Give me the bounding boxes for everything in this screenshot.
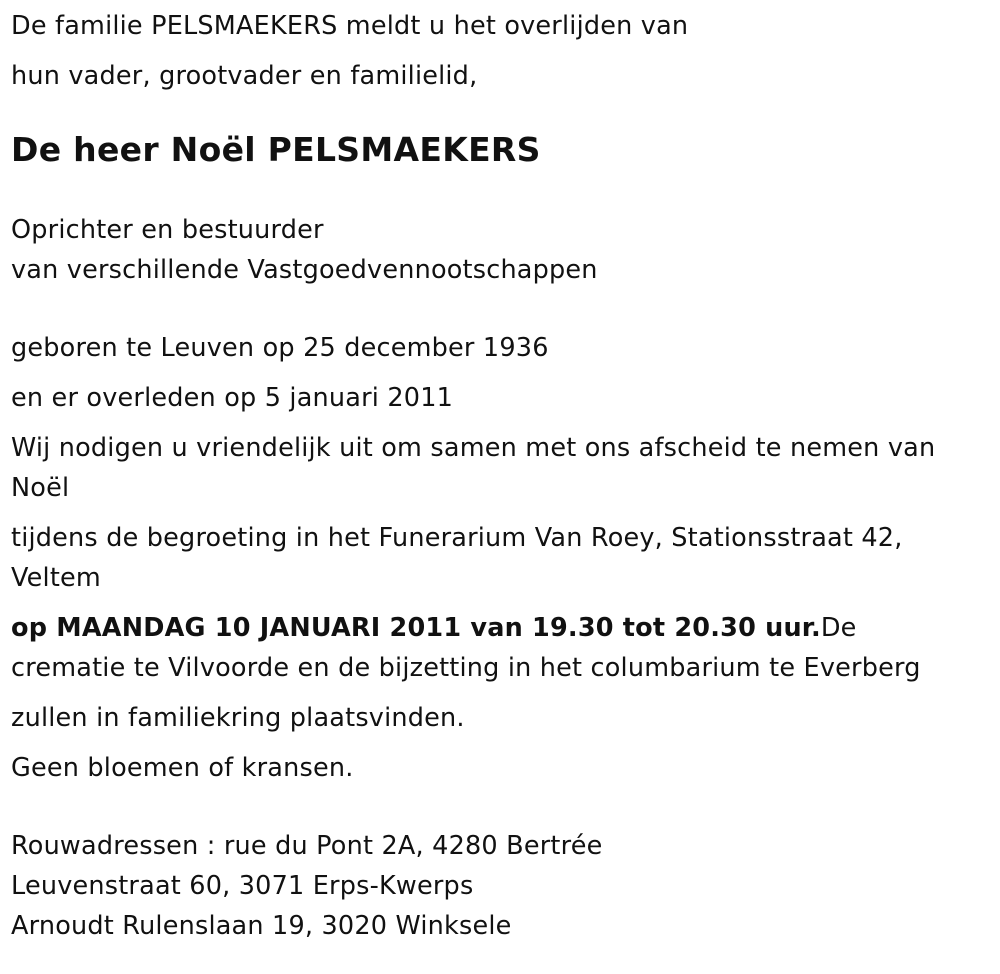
role-block — [11, 210, 975, 290]
intro-line-2: hun vader, grootvader en familielid, — [11, 61, 478, 91]
death-line: en er overleden op 5 januari 2011 — [11, 383, 454, 413]
role-line-1: Oprichter en bestuurder — [11, 215, 324, 245]
invitation-text: Wij nodigen u vriendelijk uit om samen met ons afscheid te nemen van Noël — [11, 433, 936, 503]
deceased-name: De heer Noël PELSMAEKERS — [11, 130, 541, 169]
intro-line-1: De familie PELSMAEKERS meldt u het overlijden van — [11, 11, 689, 41]
details-block — [11, 328, 975, 788]
visitation-location: tijdens de begroeting in het Funerarium Van Roey, Stationsstraat 42, Veltem — [11, 523, 903, 593]
cremation-text: De crematie te Vilvoorde en de bijzetting in het columbarium te Everberg — [11, 613, 921, 683]
addresses-block — [11, 826, 975, 946]
address-line-1: Rouwadressen : rue du Pont 2A, 4280 Bertrée — [11, 831, 603, 861]
family-circle-line: zullen in familiekring plaatsvinden. — [11, 703, 465, 733]
birth-line: geboren te Leuven op 25 december 1936 — [11, 333, 549, 363]
visitation-time-paragraph — [11, 608, 975, 688]
visitation-time: op MAANDAG 10 JANUARI 2011 van 19.30 tot 20.30 uur. — [11, 613, 821, 643]
address-line-3: Arnoudt Rulenslaan 19, 3020 Winksele — [11, 911, 512, 941]
role-line-2: van verschillende Vastgoedvennootschappen — [11, 255, 598, 285]
no-flowers-line: Geen bloemen of kransen. — [11, 753, 354, 783]
address-line-2: Leuvenstraat 60, 3071 Erps-Kwerps — [11, 871, 474, 901]
